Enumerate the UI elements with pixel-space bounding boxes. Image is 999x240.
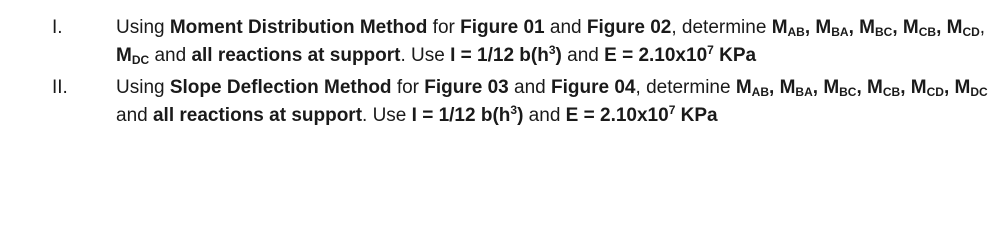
moment-symbol: M (779, 77, 796, 98)
separator: , (900, 77, 911, 98)
separator: , (856, 77, 868, 98)
exponent: 3 (510, 103, 518, 117)
moment-subscript: BA (795, 85, 813, 99)
list-numeral: II. (52, 77, 68, 98)
moment-symbol: M (910, 77, 927, 98)
text-run: and (116, 105, 153, 126)
method-name: Moment Distribution Method (169, 17, 428, 38)
formula-text: I = 1/12 b(h (450, 45, 549, 66)
text-run: Using (116, 17, 170, 38)
text-line-2 (116, 42, 991, 70)
moment-symbol: M (771, 17, 788, 38)
figure-ref: Figure 01 (460, 17, 545, 38)
list-numeral: I. (52, 17, 63, 38)
moment-symbol: M (902, 17, 919, 38)
text-run: and (508, 77, 552, 98)
figure-ref: Figure 04 (551, 77, 636, 98)
separator: , (979, 17, 986, 38)
moment-subscript: DC (970, 85, 988, 99)
moment-subscript: CB (918, 25, 937, 39)
formula-unit: KPa (675, 105, 718, 126)
moment-symbol: M (954, 77, 971, 98)
exponent: 3 (548, 43, 556, 57)
text-line-2 (116, 102, 991, 130)
formula-text: I = 1/12 b(h (411, 105, 511, 126)
moment-symbol: M (116, 45, 132, 66)
figure-ref: Figure 03 (424, 77, 509, 98)
inertia-formula (412, 105, 524, 126)
text-run: , determine (671, 17, 772, 38)
text-run: for (427, 17, 461, 38)
separator: , (943, 77, 955, 98)
separator: , (804, 17, 816, 38)
moment-symbol: M (867, 77, 883, 98)
separator: , (769, 77, 780, 98)
separator: , (848, 17, 860, 38)
inertia-formula (450, 45, 562, 66)
moment-subscript: CD (962, 25, 980, 39)
text-run: and (544, 17, 587, 38)
moment-symbol: M (859, 17, 875, 38)
separator: , (936, 17, 947, 38)
text-line-1 (116, 14, 991, 42)
moment-subscript: CD (926, 85, 944, 99)
text-run: and (149, 45, 192, 66)
moment-term (736, 77, 988, 98)
formula-text: E = 2.10x10 (604, 45, 708, 66)
exponent: 7 (668, 103, 676, 117)
formula-text: E = 2.10x10 (565, 105, 669, 126)
moment-subscript: BC (874, 25, 893, 39)
reactions-phrase: all reactions at support (191, 45, 401, 66)
text-run: Using (116, 77, 170, 98)
modulus-formula (566, 105, 718, 126)
modulus-formula (604, 45, 756, 66)
moment-subscript: DC (131, 53, 150, 67)
moment-term (116, 45, 149, 66)
separator: , (812, 77, 824, 98)
text-run: . Use (400, 45, 451, 66)
moment-symbol: M (815, 17, 832, 38)
list-item-text (116, 14, 991, 70)
formula-unit: KPa (713, 45, 757, 66)
text-run: and (523, 105, 566, 126)
separator: , (892, 17, 903, 38)
exponent: 7 (707, 43, 714, 57)
text-line-1 (116, 74, 991, 102)
moment-subscript: BC (839, 85, 857, 99)
figure-ref: Figure 02 (586, 17, 672, 38)
moment-subscript: CB (882, 85, 901, 99)
moment-subscript: AB (787, 25, 805, 39)
moment-subscript: AB (751, 85, 770, 99)
text-run: , determine (635, 77, 736, 98)
text-run: for (391, 77, 425, 98)
moment-term (772, 17, 980, 38)
moment-symbol: M (946, 17, 963, 38)
text-run: and (561, 45, 605, 66)
moment-symbol: M (823, 77, 840, 98)
list-item-text (116, 74, 991, 130)
formula-text: ) (517, 105, 524, 126)
formula-text: ) (555, 45, 562, 66)
reactions-phrase: all reactions at support (152, 105, 363, 126)
text-run: . Use (362, 105, 412, 126)
moment-subscript: BA (831, 25, 849, 39)
method-name: Slope Deflection Method (169, 77, 392, 98)
moment-symbol: M (735, 77, 752, 98)
